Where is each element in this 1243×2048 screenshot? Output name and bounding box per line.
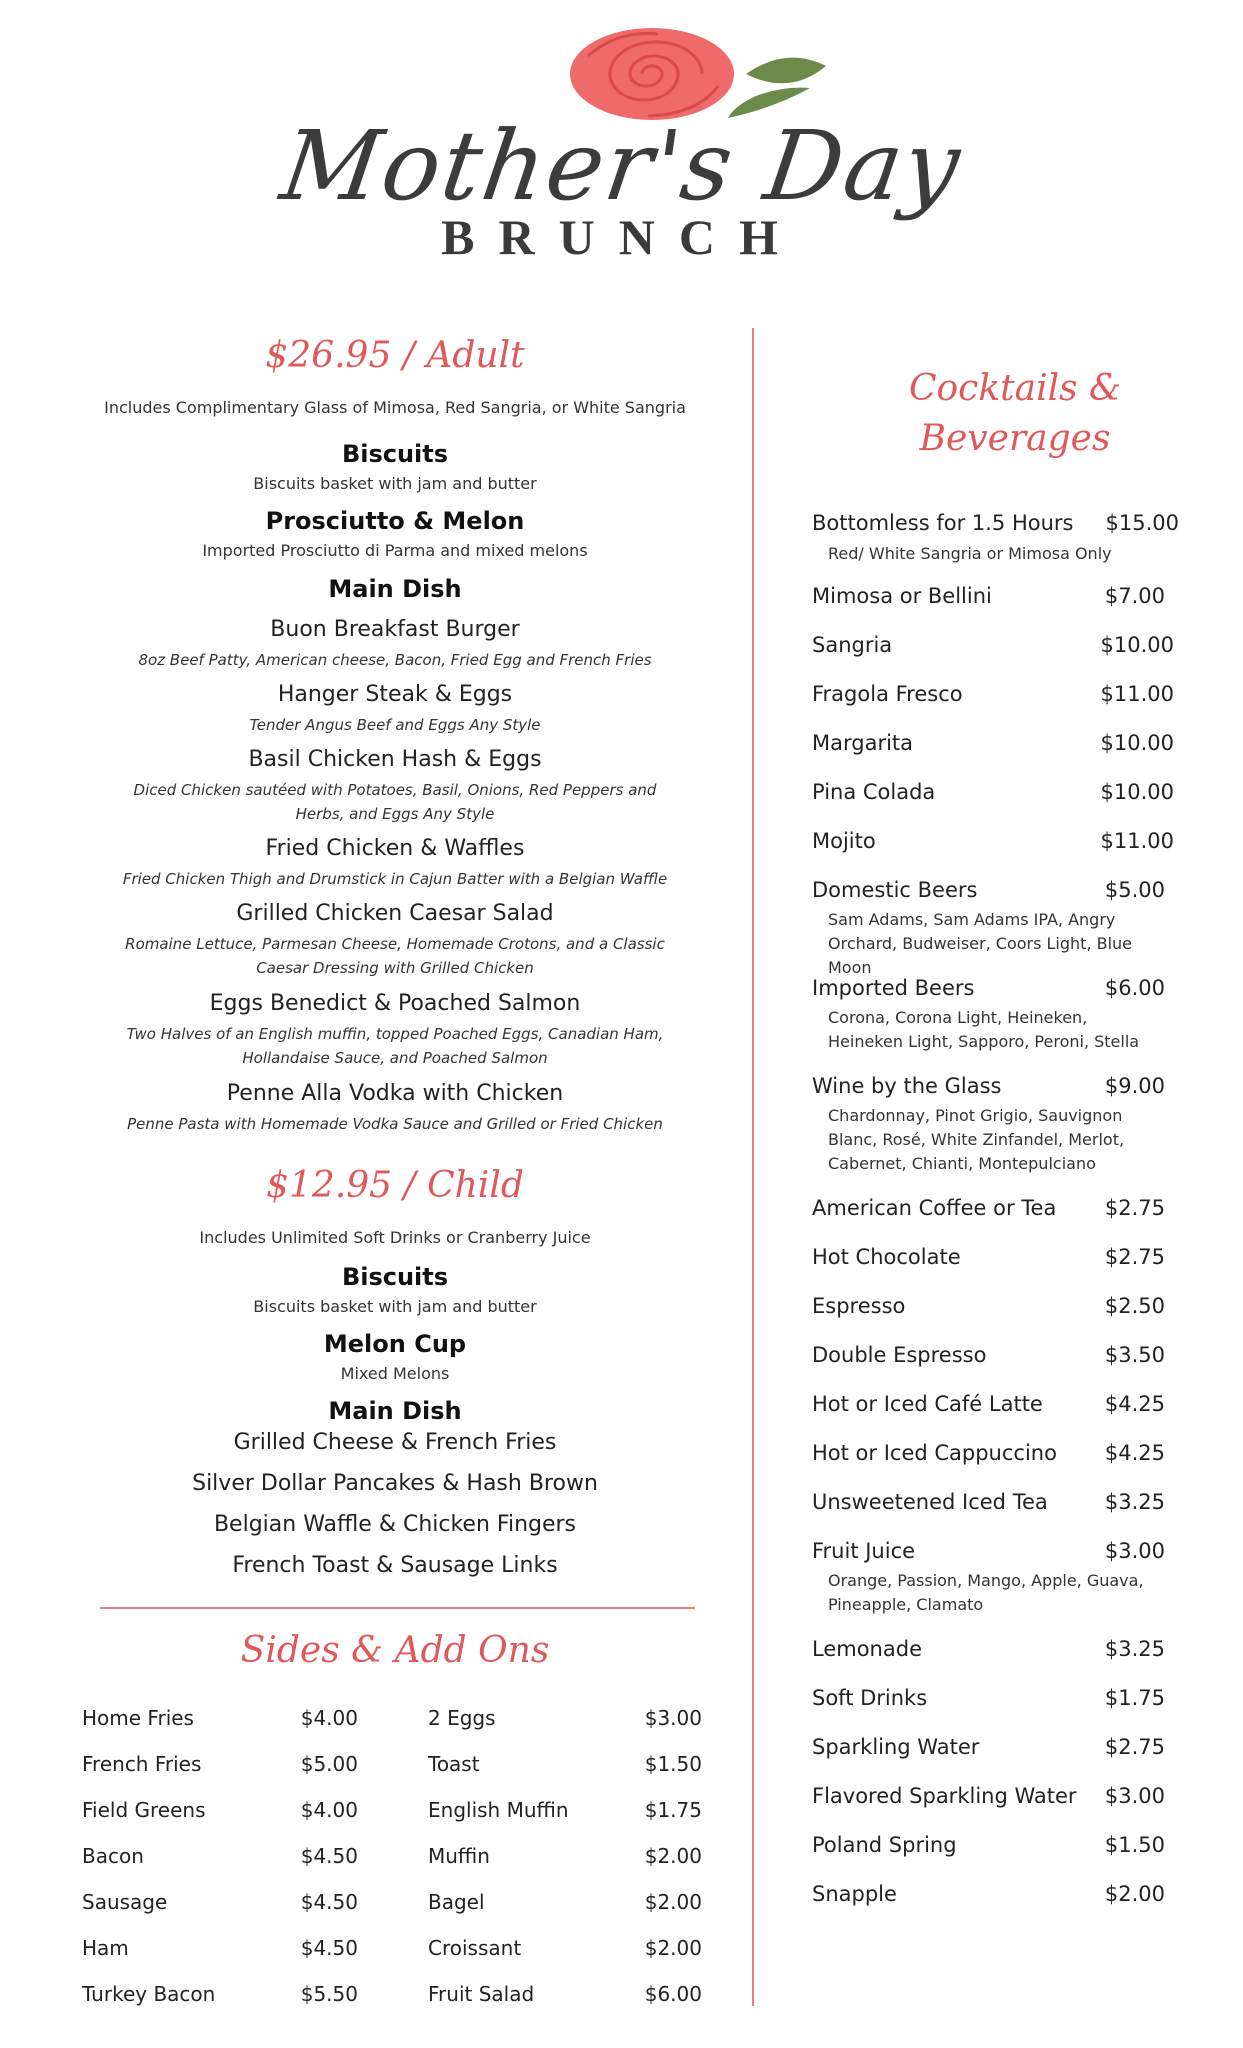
beverages-title-line1: Cocktails & (908, 368, 1122, 409)
side-item-name: Sausage (82, 1890, 168, 1914)
beverage-name: Fruit Juice (812, 1539, 916, 1563)
kids-dish: Grilled Cheese & French Fries (233, 1430, 557, 1455)
beverage-note: Red/ White Sangria or Mimosa Only (828, 544, 1112, 563)
beverage-price: $10.00 (1100, 633, 1174, 657)
side-item-name: Croissant (428, 1936, 522, 1960)
side-item-name: Bacon (82, 1844, 144, 1868)
beverage-name: Poland Spring (812, 1833, 957, 1857)
beverage-name: Fragola Fresco (812, 682, 963, 706)
dish-desc: Fried Chicken Thigh and Drumstick in Cajun Batter with a Belgian Waffle (122, 870, 668, 888)
beverage-price: $11.00 (1100, 682, 1174, 706)
beverage-name: Espresso (812, 1294, 906, 1318)
beverage-name: Pina Colada (812, 780, 936, 804)
side-item-price: $4.00 (300, 1706, 358, 1730)
side-item-name: Muffin (428, 1844, 490, 1868)
adult-biscuits-desc: Biscuits basket with jam and butter (253, 474, 537, 493)
beverage-name: Lemonade (812, 1637, 922, 1661)
child-includes: Includes Unlimited Soft Drinks or Cranberry Juice (199, 1228, 591, 1247)
section-divider (100, 1607, 695, 1609)
beverage-price: $3.00 (1104, 1784, 1165, 1808)
beverage-name: Sparkling Water (812, 1735, 980, 1759)
side-item-name: French Fries (82, 1752, 202, 1776)
beverage-price: $10.00 (1100, 731, 1174, 755)
beverage-name: Sangria (812, 633, 893, 657)
sides-title: Sides & Add Ons (240, 1630, 550, 1671)
dish-name: Buon Breakfast Burger (270, 617, 520, 642)
side-item-name: Toast (428, 1752, 480, 1776)
beverage-price: $4.25 (1104, 1441, 1165, 1465)
child-starter-title: Melon Cup (323, 1330, 467, 1358)
dish-desc: Diced Chicken sautéed with Potatoes, Basil, Onions, Red Peppers and Herbs, and Eggs Any Style (133, 781, 657, 823)
beverage-price: $2.75 (1104, 1245, 1165, 1269)
beverage-name: Wine by the Glass (812, 1074, 1002, 1098)
beverage-note: Orange, Passion, Mango, Apple, Guava, Pineapple, Clamato (828, 1571, 1144, 1614)
beverage-note: Corona, Corona Light, Heineken, Heineken Light, Sapporo, Peroni, Stella (828, 1008, 1140, 1051)
beverage-price: $6.00 (1104, 976, 1165, 1000)
adult-starter-desc: Imported Prosciutto di Parma and mixed melons (202, 541, 588, 560)
dish-desc: 8oz Beef Patty, American cheese, Bacon, Fried Egg and French Fries (138, 651, 652, 669)
beverage-name: Bottomless for 1.5 Hours (812, 511, 1074, 535)
beverage-name: Soft Drinks (812, 1686, 928, 1710)
adult-price-title: $26.95 / Adult (265, 335, 525, 376)
child-biscuits-title: Biscuits (341, 1263, 449, 1291)
beverage-name: Imported Beers (812, 976, 975, 1000)
dish-name: Fried Chicken & Waffles (265, 836, 525, 861)
beverage-name: Unsweetened Iced Tea (812, 1490, 1048, 1514)
dish-name: Hanger Steak & Eggs (277, 682, 513, 707)
side-item-price: $5.50 (300, 1982, 358, 2006)
side-item-name: Home Fries (82, 1706, 194, 1730)
logo-subtitle: BRUNCH (441, 209, 802, 265)
beverages-title-line2: Beverages (919, 418, 1111, 459)
dish-name: Penne Alla Vodka with Chicken (226, 1081, 564, 1106)
beverage-price: $15.00 (1105, 511, 1179, 535)
side-item-price: $6.00 (644, 1982, 702, 2006)
beverage-name: Mojito (812, 829, 876, 853)
adult-main-title: Main Dish (328, 575, 462, 603)
kids-dish: French Toast & Sausage Links (232, 1553, 558, 1578)
dish-desc: Penne Pasta with Homemade Vodka Sauce and Grilled or Fried Chicken (127, 1115, 663, 1133)
beverage-name: Snapple (812, 1882, 897, 1906)
dish-desc: Two Halves of an English muffin, topped Poached Eggs, Canadian Ham, Hollandaise Sauce, and Poached Salmon (126, 1025, 664, 1067)
side-item-name: English Muffin (428, 1798, 569, 1822)
beverage-price: $3.00 (1104, 1539, 1165, 1563)
beverage-price: $3.25 (1104, 1637, 1165, 1661)
beverage-price: $2.75 (1104, 1735, 1165, 1759)
beverage-name: Domestic Beers (812, 878, 978, 902)
adult-includes: Includes Complimentary Glass of Mimosa, Red Sangria, or White Sangria (104, 398, 686, 417)
beverage-price: $1.50 (1104, 1833, 1165, 1857)
side-item-price: $2.00 (644, 1844, 702, 1868)
side-item-name: 2 Eggs (428, 1706, 496, 1730)
side-item-price: $2.00 (644, 1890, 702, 1914)
beverage-name: Flavored Sparkling Water (812, 1784, 1077, 1808)
side-item-name: Turkey Bacon (82, 1982, 216, 2006)
side-item-price: $4.50 (300, 1844, 358, 1868)
adult-biscuits-title: Biscuits (341, 440, 449, 468)
beverage-name: American Coffee or Tea (812, 1196, 1057, 1220)
beverage-price: $3.25 (1104, 1490, 1165, 1514)
side-item-name: Bagel (428, 1890, 485, 1914)
beverage-price: $3.50 (1104, 1343, 1165, 1367)
beverage-price: $5.00 (1104, 878, 1165, 902)
beverage-name: Margarita (812, 731, 914, 755)
dish-desc: Romaine Lettuce, Parmesan Cheese, Homemade Crotons, and a Classic Caesar Dressing with Grilled Chicken (125, 935, 665, 977)
beverage-price: $4.25 (1104, 1392, 1165, 1416)
beverage-price: $2.50 (1104, 1294, 1165, 1318)
beverage-name: Hot or Iced Cappuccino (812, 1441, 1057, 1465)
beverage-price: $10.00 (1100, 780, 1174, 804)
beverage-note: Sam Adams, Sam Adams IPA, Angry Orchard, Budweiser, Coors Light, Blue Moon (828, 910, 1133, 977)
beverage-price: $7.00 (1104, 584, 1165, 608)
beverage-name: Mimosa or Bellini (812, 584, 992, 608)
dish-name: Basil Chicken Hash & Eggs (248, 747, 542, 772)
side-item-name: Ham (82, 1936, 129, 1960)
column-divider (752, 328, 754, 2006)
child-biscuits-desc: Biscuits basket with jam and butter (253, 1297, 537, 1316)
side-item-price: $4.00 (300, 1798, 358, 1822)
kids-dish: Belgian Waffle & Chicken Fingers (213, 1512, 577, 1537)
beverage-price: $2.00 (1104, 1882, 1165, 1906)
beverage-price: $9.00 (1104, 1074, 1165, 1098)
beverage-note: Chardonnay, Pinot Grigio, Sauvignon Blanc, Rosé, White Zinfandel, Merlot, Cabernet, Chianti, Montepulciano (828, 1106, 1125, 1173)
side-item-price: $3.00 (644, 1706, 702, 1730)
logo-title: Mother's Day (274, 110, 969, 222)
side-item-price: $2.00 (644, 1936, 702, 1960)
side-item-name: Field Greens (82, 1798, 206, 1822)
side-item-price: $1.50 (644, 1752, 702, 1776)
child-price-title: $12.95 / Child (266, 1165, 524, 1206)
child-starter-desc: Mixed Melons (340, 1364, 450, 1383)
beverage-price: $1.75 (1104, 1686, 1165, 1710)
side-item-name: Fruit Salad (428, 1982, 535, 2006)
child-main-title: Main Dish (328, 1397, 462, 1425)
side-item-price: $4.50 (300, 1936, 358, 1960)
side-item-price: $1.75 (644, 1798, 702, 1822)
beverages-title (850, 364, 1180, 464)
dish-name: Grilled Chicken Caesar Salad (236, 901, 554, 926)
dish-desc: Tender Angus Beef and Eggs Any Style (249, 716, 541, 734)
beverage-price: $11.00 (1100, 829, 1174, 853)
beverage-name: Double Espresso (812, 1343, 987, 1367)
side-item-price: $5.00 (300, 1752, 358, 1776)
side-item-price: $4.50 (300, 1890, 358, 1914)
beverage-price: $2.75 (1104, 1196, 1165, 1220)
beverage-name: Hot Chocolate (812, 1245, 961, 1269)
beverage-name: Hot or Iced Café Latte (812, 1392, 1043, 1416)
adult-starter-title: Prosciutto & Melon (265, 507, 525, 535)
kids-dish: Silver Dollar Pancakes & Hash Brown (192, 1471, 598, 1496)
dish-name: Eggs Benedict & Poached Salmon (209, 991, 581, 1016)
